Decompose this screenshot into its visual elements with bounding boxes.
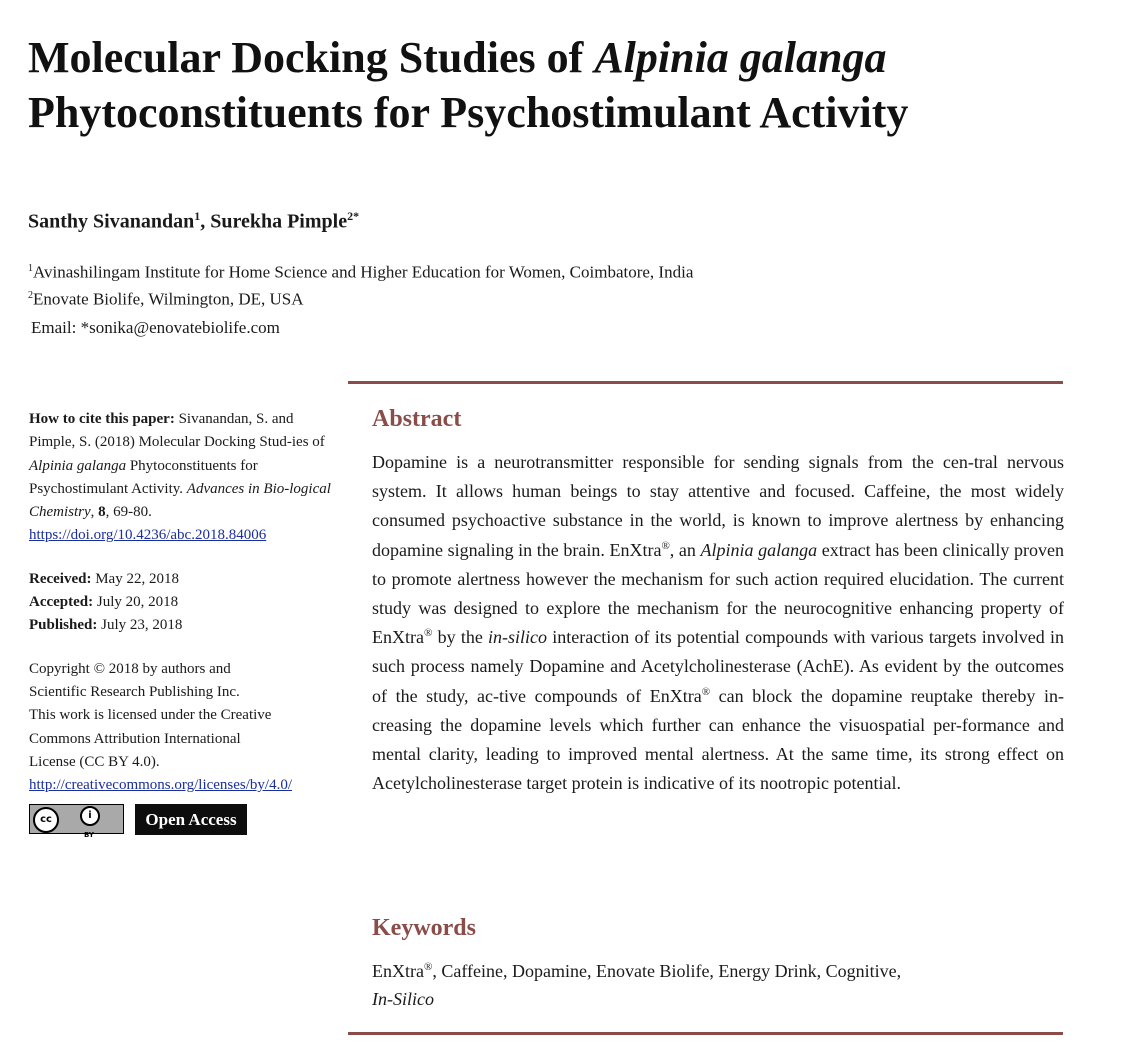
registered-mark: ®: [661, 539, 670, 552]
attribution-person-icon: i: [80, 806, 100, 826]
citation-species: Alpinia galanga: [29, 457, 127, 474]
abstract-part-5: interaction of its potential compounds with various targets involved in such process namely Dopamine and Acetylcholinesterase (AchE). As evident by the outcomes of the study, ac-tive compounds of EnXtra: [372, 627, 1064, 706]
citation-block: [29, 408, 343, 548]
by-label: BY: [83, 831, 95, 840]
title-line-2: Phytoconstituents for Psychostimulant Activity: [28, 88, 909, 137]
abstract-part-4: by the: [432, 627, 489, 648]
affiliation-2-text: Enovate Biolife, Wilmington, DE, USA: [33, 289, 304, 309]
doi-link[interactable]: https://doi.org/10.4236/abc.2018.84006: [29, 527, 267, 544]
abstract-part-2: , an: [669, 539, 701, 560]
citation-pages: , 69-80.: [105, 504, 152, 521]
affiliation-2: [28, 285, 304, 311]
abstract-heading: Abstract: [372, 406, 462, 432]
citation-separator: ,: [90, 504, 99, 521]
paper-title: [28, 30, 1118, 140]
citation-volume: 8: [98, 504, 106, 521]
abstract-bottom-rule: [348, 1032, 1063, 1035]
keyword-enxtra: EnXtra: [372, 961, 424, 981]
abstract-top-rule: [348, 381, 1063, 384]
copyright-block: [29, 658, 343, 798]
citation-text-1: Sivanandan, S. and Pimple, S. (2018) Molecular Docking Stud-ies of: [29, 411, 325, 451]
cc-by-badge[interactable]: [29, 804, 124, 840]
registered-mark: ®: [423, 627, 433, 640]
abstract-in-silico: in-silico: [488, 627, 548, 648]
received-date: May 22, 2018: [91, 570, 179, 587]
creative-commons-icon: cc: [33, 807, 59, 833]
title-prefix: Molecular Docking Studies of: [28, 33, 595, 82]
open-access-badge[interactable]: Open Access: [135, 804, 247, 835]
author-1-affiliation-mark: 1: [194, 209, 201, 223]
abstract-part-6: can block the dopamine reuptake thereby in-creasing the dopamine levels which further can enhance the visuospatial per-formance and mental clarity, leading to improved mental alertness. At the same time, its strong effect on Acetylcholinesterase target protein is indicative of its nootropic potential.: [372, 685, 1064, 794]
abstract-species: Alpinia galanga: [700, 539, 818, 560]
copyright-line-4: Commons Attribution International: [29, 730, 241, 747]
author-2: Surekha Pimple: [210, 210, 348, 233]
article-sidebar: [29, 408, 343, 840]
accepted-label: Accepted:: [29, 594, 94, 611]
license-badges: [29, 804, 343, 840]
abstract-part-3: extract has been clinically proven to promote alertness however the mechanism for such action required elucidation. The current study was designed to explore the mechanism for the neurocognitive enhancing property of EnXtra: [372, 539, 1065, 648]
copyright-line-1: Copyright © 2018 by authors and: [29, 660, 231, 677]
copyright-line-2: Scientific Research Publishing Inc.: [29, 683, 240, 700]
author-list: [28, 203, 359, 235]
keywords-text: [372, 957, 1064, 1013]
registered-mark: ®: [701, 685, 711, 698]
affiliation-1-mark: 1: [28, 263, 33, 274]
title-species: Alpinia galanga: [594, 33, 887, 82]
copyright-line-5: License (CC BY 4.0).: [29, 753, 160, 770]
title-line-1: [28, 30, 1118, 85]
accepted-date: July 20, 2018: [93, 594, 179, 611]
abstract-text: [372, 448, 1064, 798]
registered-mark: ®: [423, 961, 433, 973]
received-label: Received:: [29, 570, 92, 587]
affiliation-1-text: Avinashilingam Institute for Home Science and Higher Education for Women, Coimbatore, India: [33, 262, 694, 282]
citation-label: How to cite this paper:: [29, 411, 175, 427]
copyright-line-3: This work is licensed under the Creative: [29, 707, 272, 724]
citation-text-2: Phytoconstituents for Psychostimulant Activity.: [29, 457, 258, 497]
affiliation-1: [28, 258, 693, 284]
author-2-affiliation-mark: 2*: [347, 209, 360, 223]
keywords-heading: Keywords: [372, 915, 476, 941]
author-1: Santhy Sivanandan: [28, 210, 195, 233]
published-date: July 23, 2018: [97, 617, 183, 634]
corresponding-email: Email: *sonika@enovatebiolife.com: [31, 318, 280, 337]
author-separator: ,: [200, 210, 211, 233]
keyword-list: , Caffeine, Dopamine, Enovate Biolife, Energy Drink, Cognitive,: [432, 961, 902, 981]
published-label: Published:: [29, 617, 98, 634]
affiliation-2-mark: 2: [28, 290, 33, 301]
keyword-in-silico: In-Silico: [372, 989, 434, 1009]
license-link[interactable]: http://creativecommons.org/licenses/by/4.0/: [29, 777, 293, 794]
abstract-part-1: Dopamine is a neurotransmitter responsible for sending signals from the cen-tral nervous system. It allows human beings to stay attentive and focused. Caffeine, the most widely consumed psychoactive substance in the world, is known to improve alertness by enhancing dopamine signaling in the brain. EnXtra: [372, 452, 1064, 560]
citation-journal: Advances in Bio-logical Chemistry: [29, 480, 331, 521]
dates-block: [29, 568, 343, 638]
